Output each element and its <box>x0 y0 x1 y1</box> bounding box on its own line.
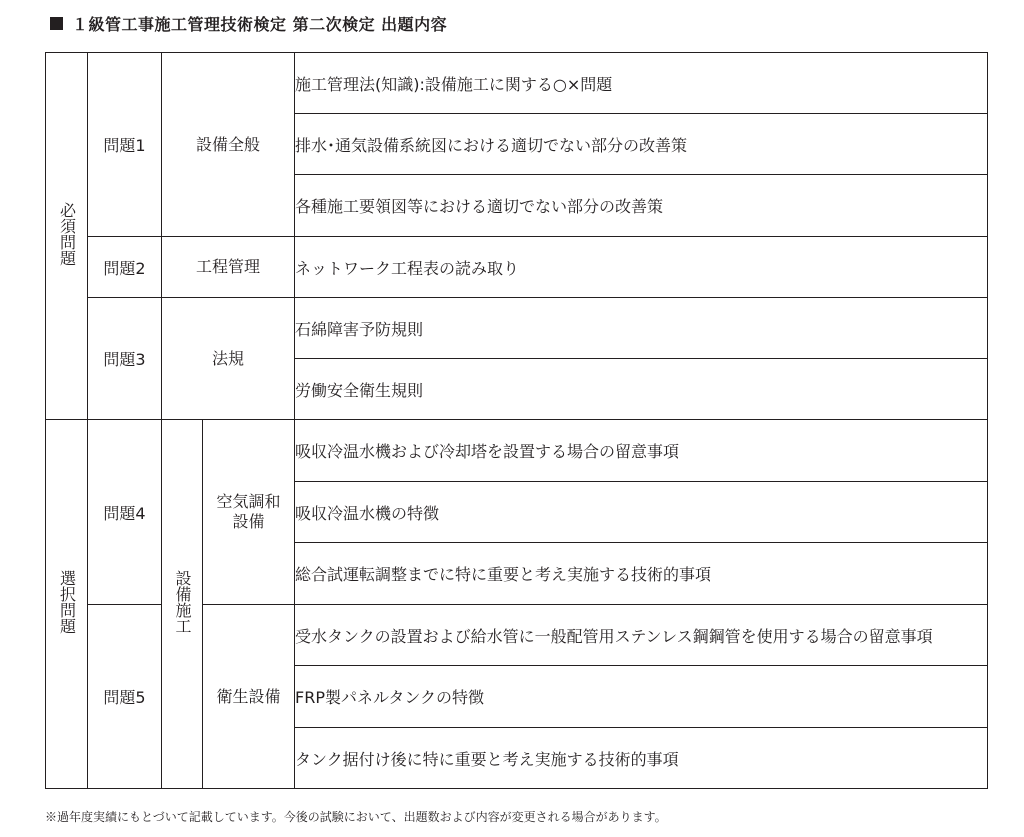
page-title <box>50 12 447 34</box>
table-row <box>46 298 988 359</box>
setsubi-sekou-cell <box>162 420 203 789</box>
required-category-label: 必須問題 <box>57 202 77 266</box>
item-text: 各種施工要領図等における適切でない部分の改善策 <box>295 197 664 216</box>
question-5-number: 問題5 <box>88 605 162 789</box>
footnote: ※過年度実績にもとづいて記載しています。今後の試験において、出題数および内容が変更される場合があります。 <box>45 810 667 824</box>
page-title-text: １級管工事施工管理技術検定 第二次検定 出題内容 <box>72 14 448 34</box>
item-text: 吸収冷温水機および冷却塔を設置する場合の留意事項 <box>295 442 680 461</box>
question-3-item-1 <box>295 298 988 359</box>
item-text: 排水･通気設備系統図における適切でない部分の改善策 <box>295 135 688 155</box>
required-category-cell <box>46 53 88 420</box>
table-row <box>46 420 988 482</box>
question-1-number: 問題1 <box>88 53 162 237</box>
question-3-field: 法規 <box>162 298 295 420</box>
question-4-field-line2: 設備 <box>232 512 265 531</box>
item-text: 施工管理法(知識):設備施工に関する○×問題 <box>295 74 613 94</box>
question-3-item-2 <box>295 359 988 420</box>
question-5-field: 衛生設備 <box>203 605 295 789</box>
question-1-field: 設備全般 <box>162 53 295 237</box>
question-4-item-1 <box>295 420 988 482</box>
question-1-item-2 <box>295 114 988 175</box>
item-text: 吸収冷温水機の特徴 <box>295 503 440 523</box>
question-4-number: 問題4 <box>88 420 162 605</box>
title-square-icon <box>50 17 63 30</box>
question-3-number: 問題3 <box>88 298 162 420</box>
table-row <box>46 237 988 298</box>
item-text: 総合試運転調整までに特に重要と考え実施する技術的事項 <box>295 565 712 584</box>
question-2-field: 工程管理 <box>162 237 295 298</box>
question-5-item-1 <box>295 605 988 666</box>
item-text: FRP製パネルタンクの特徴 <box>295 688 485 707</box>
table-row <box>46 53 988 114</box>
question-1-item-1 <box>295 53 988 114</box>
question-4-field <box>203 420 295 605</box>
exam-content-table <box>45 52 988 789</box>
question-2-item-1 <box>295 237 988 298</box>
elective-category-label: 選択問題 <box>57 570 77 634</box>
question-2-number: 問題2 <box>88 237 162 298</box>
question-1-item-3 <box>295 175 988 237</box>
elective-category-cell <box>46 420 88 789</box>
item-text: ネットワーク工程表の読み取り <box>295 258 520 278</box>
question-4-field-line1: 空気調和 <box>216 492 281 511</box>
question-4-item-2 <box>295 482 988 543</box>
item-text: 受水タンクの設置および給水管に一般配管用ステンレス鋼鋼管を使用する場合の留意事項 <box>295 626 933 646</box>
question-5-item-2 <box>295 666 988 728</box>
setsubi-sekou-label: 設備施工 <box>173 570 192 634</box>
item-text: 労働安全衛生規則 <box>295 380 424 400</box>
question-5-item-3 <box>295 728 988 789</box>
question-4-item-3 <box>295 543 988 605</box>
item-text: タンク据付け後に特に重要と考え実施する技術的事項 <box>295 749 679 769</box>
item-text: 石綿障害予防規則 <box>295 319 424 339</box>
